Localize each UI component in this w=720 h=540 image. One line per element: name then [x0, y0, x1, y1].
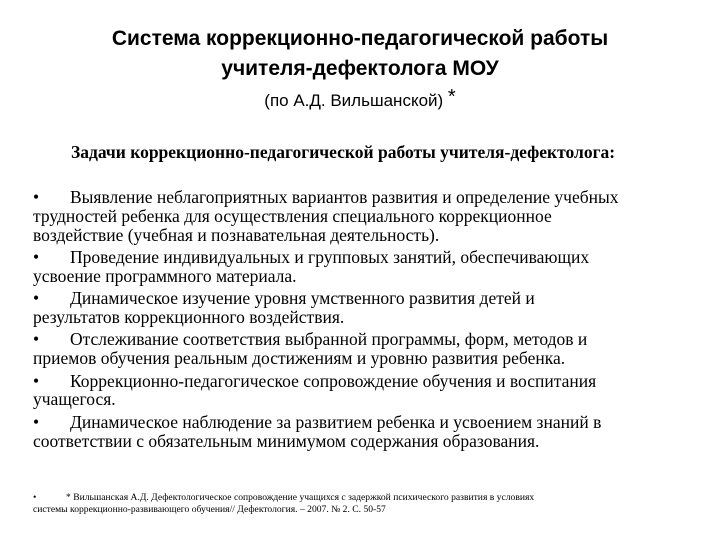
task-text: учащегося.: [33, 389, 116, 410]
task-text: трудностей ребенка для осуществления специального коррекционное: [33, 205, 552, 226]
title-line-2: учителя-дефектолога МОУ: [221, 57, 499, 80]
task-item: [33, 413, 703, 451]
task-text: Динамическое наблюдение за развитием ребенка и усвоением знаний в: [70, 411, 602, 432]
task-text: воздействие (учебная и познавательная деятельность).: [33, 224, 440, 245]
footnote: [33, 492, 713, 516]
task-text: Коррекционно-педагогическое сопровождение обучения и воспитания: [70, 370, 597, 391]
footnote-asterisk: *: [447, 86, 456, 108]
author-subtitle: [0, 86, 720, 112]
task-text: соответствии с обязательным минимумом содержания образования.: [33, 430, 540, 451]
bullet-icon: •: [33, 246, 40, 267]
task-text: Выявление неблагоприятных вариантов развития и определение учебных: [70, 187, 619, 207]
task-text: Отслеживание соответствия выбранной программы, форм, методов и: [70, 329, 588, 350]
task-item: [33, 188, 703, 244]
footnote-text: * Вильшанская А.Д. Дефектологическое сопровождение учащихся с задержкой психического развития в условиях: [66, 492, 535, 503]
author-note: (по А.Д. Вильшанской): [264, 91, 444, 110]
task-text: приемов обучения реальным достижениям и уровню развития ребенка.: [33, 348, 566, 369]
tasks-list: [33, 188, 703, 454]
title-line-1: Система коррекционно-педагогической работы: [111, 27, 609, 50]
task-item: [33, 289, 703, 327]
footnote-bullet-icon: •: [33, 492, 37, 503]
task-text: усвоение программного материала.: [33, 265, 297, 286]
bullet-icon: •: [33, 187, 40, 207]
task-item: [33, 248, 703, 286]
footnote-text: системы коррекционно-развивающего обучения// Дефектология. – 2007. № 2. С. 50-57: [33, 504, 386, 515]
bullet-icon: •: [33, 370, 40, 391]
task-item: [33, 330, 703, 368]
bullet-icon: •: [33, 288, 40, 309]
task-text: результатов коррекционного воздействия.: [33, 306, 345, 327]
slide-title: [40, 24, 680, 84]
bullet-icon: •: [33, 329, 40, 350]
tasks-heading: Задачи коррекционно-педагогической работы учителя-дефектолога:: [71, 142, 616, 162]
task-text: Проведение индивидуальных и групповых занятий, обеспечивающих: [70, 246, 590, 267]
bullet-icon: •: [33, 411, 40, 432]
task-text: Динамическое изучение уровня умственного развития детей и: [70, 288, 535, 309]
task-item: [33, 372, 703, 410]
